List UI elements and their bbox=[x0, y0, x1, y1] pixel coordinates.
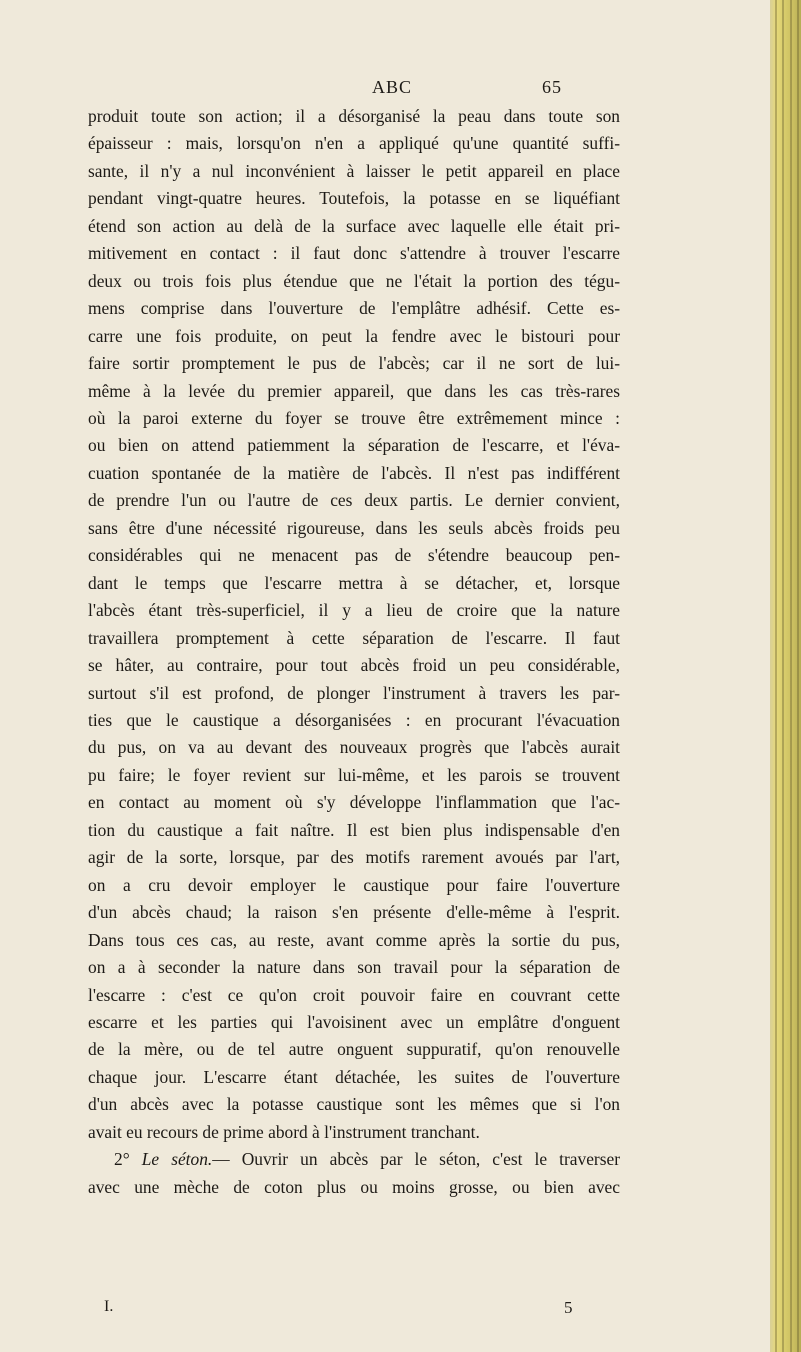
signature-number: 5 bbox=[564, 1298, 573, 1317]
text-line: chaque jour. L'escarre étant détachée, les suites de l'ouverture bbox=[88, 1066, 620, 1087]
text-line: escarre et les parties qui l'avoisinent avec un emplâtre d'onguent bbox=[88, 1011, 620, 1032]
text-line: d'un abcès chaud; la raison s'en présente d'elle-même à l'esprit. bbox=[88, 902, 620, 923]
section-number: 2° bbox=[114, 1149, 130, 1170]
text-line: de la mère, ou de tel autre onguent suppuratif, qu'on renouvelle bbox=[88, 1039, 620, 1060]
text-line: carre une fois produite, on peut la fendre avec le bistouri pour bbox=[88, 325, 620, 346]
text-line: on a à seconder la nature dans son travail pour la séparation de bbox=[88, 957, 620, 978]
text-line: en contact au moment où s'y développe l'inflammation que l'ac- bbox=[88, 792, 620, 813]
text-line: sans être d'une nécessité rigoureuse, dans les seuls abcès froids peu bbox=[88, 517, 620, 538]
book-edge bbox=[770, 0, 801, 1352]
text-line: cuation spontanée de la matière de l'abcès. Il n'est pas indifférent bbox=[88, 462, 620, 483]
page-number: 65 bbox=[542, 77, 562, 97]
text-line: où la paroi externe du foyer se trouve être extrêmement mince : bbox=[88, 407, 620, 428]
text-line: l'escarre : c'est ce qu'on croit pouvoir faire en couvrant cette bbox=[88, 984, 620, 1005]
running-title: ABC bbox=[372, 77, 413, 97]
text-line: d'un abcès avec la potasse caustique sont les mêmes que si l'on bbox=[88, 1094, 620, 1115]
edge-stripe bbox=[775, 0, 777, 1352]
text-line: travaillera promptement à cette séparation de l'escarre. Il faut bbox=[88, 627, 620, 648]
signature-mark: I. bbox=[104, 1298, 114, 1315]
body-text bbox=[88, 103, 620, 1201]
text-line: étend son action au delà de la surface avec laquelle elle était pri- bbox=[88, 215, 620, 236]
edge-stripe bbox=[790, 0, 792, 1352]
section-first-line: — Ouvrir un abcès par le séton, c'est le traverser bbox=[212, 1149, 620, 1170]
text-line: mens comprise dans l'ouverture de l'emplâtre adhésif. Cette es- bbox=[88, 298, 620, 319]
text-line: sante, il n'y a nul inconvénient à laisser le petit appareil en place bbox=[88, 160, 620, 181]
text-line: même à la levée du premier appareil, que dans les cas très-rares bbox=[88, 380, 620, 401]
text-line: l'abcès étant très-superficiel, il y a lieu de croire que la nature bbox=[88, 600, 620, 621]
text-line: épaisseur : mais, lorsqu'on n'en a appliqué qu'une quantité suffi- bbox=[88, 133, 620, 154]
text-line: mitivement en contact : il faut donc s'attendre à trouver l'escarre bbox=[88, 243, 620, 264]
text-line: de prendre l'un ou l'autre de ces deux partis. Le dernier convient, bbox=[88, 490, 620, 511]
text-line: pendant vingt-quatre heures. Toutefois, la potasse en se liquéfiant bbox=[88, 188, 620, 209]
text-line: tion du caustique a fait naître. Il est bien plus indispensable d'en bbox=[88, 819, 620, 840]
text-line: Dans tous ces cas, au reste, avant comme après la sortie du pus, bbox=[88, 929, 620, 950]
text-line: on a cru devoir employer le caustique pour faire l'ouverture bbox=[88, 874, 620, 895]
page-footer bbox=[0, 1298, 770, 1320]
text-line: pu faire; le foyer revient sur lui-même, et les parois se trouvent bbox=[88, 764, 620, 785]
text-line: produit toute son action; il a désorganisé la peau dans toute son bbox=[88, 106, 620, 126]
text-line: du pus, on va au devant des nouveaux progrès que l'abcès aurait bbox=[88, 737, 620, 758]
text-line: considérables qui ne menacent pas de s'étendre beaucoup pen- bbox=[88, 545, 620, 566]
edge-stripe bbox=[797, 0, 799, 1352]
text-line: surtout s'il est profond, de plonger l'instrument à travers les par- bbox=[88, 682, 620, 703]
edge-stripe bbox=[782, 0, 784, 1352]
page-header bbox=[0, 77, 770, 99]
text-line: ou bien on attend patiemment la séparation de l'escarre, et l'éva- bbox=[88, 435, 620, 456]
text-line: avait eu recours de prime abord à l'instrument tranchant. bbox=[88, 1121, 480, 1142]
section-heading-line bbox=[88, 1146, 620, 1173]
text-line: se hâter, au contraire, pour tout abcès froid un peu considérable, bbox=[88, 655, 620, 676]
text-line: avec une mèche de coton plus ou moins grosse, ou bien avec bbox=[88, 1176, 620, 1197]
text-line: dant le temps que l'escarre mettra à se détacher, et, lorsque bbox=[88, 572, 620, 593]
text-line: deux ou trois fois plus étendue que ne l'était la portion des tégu- bbox=[88, 270, 620, 291]
text-line: agir de la sorte, lorsque, par des motifs rarement avoués par l'art, bbox=[88, 847, 620, 868]
text-line: faire sortir promptement le pus de l'abcès; car il ne sort de lui- bbox=[88, 353, 620, 374]
section-title: Le séton. bbox=[141, 1149, 213, 1170]
text-line: ties que le caustique a désorganisées : en procurant l'évacuation bbox=[88, 709, 620, 730]
